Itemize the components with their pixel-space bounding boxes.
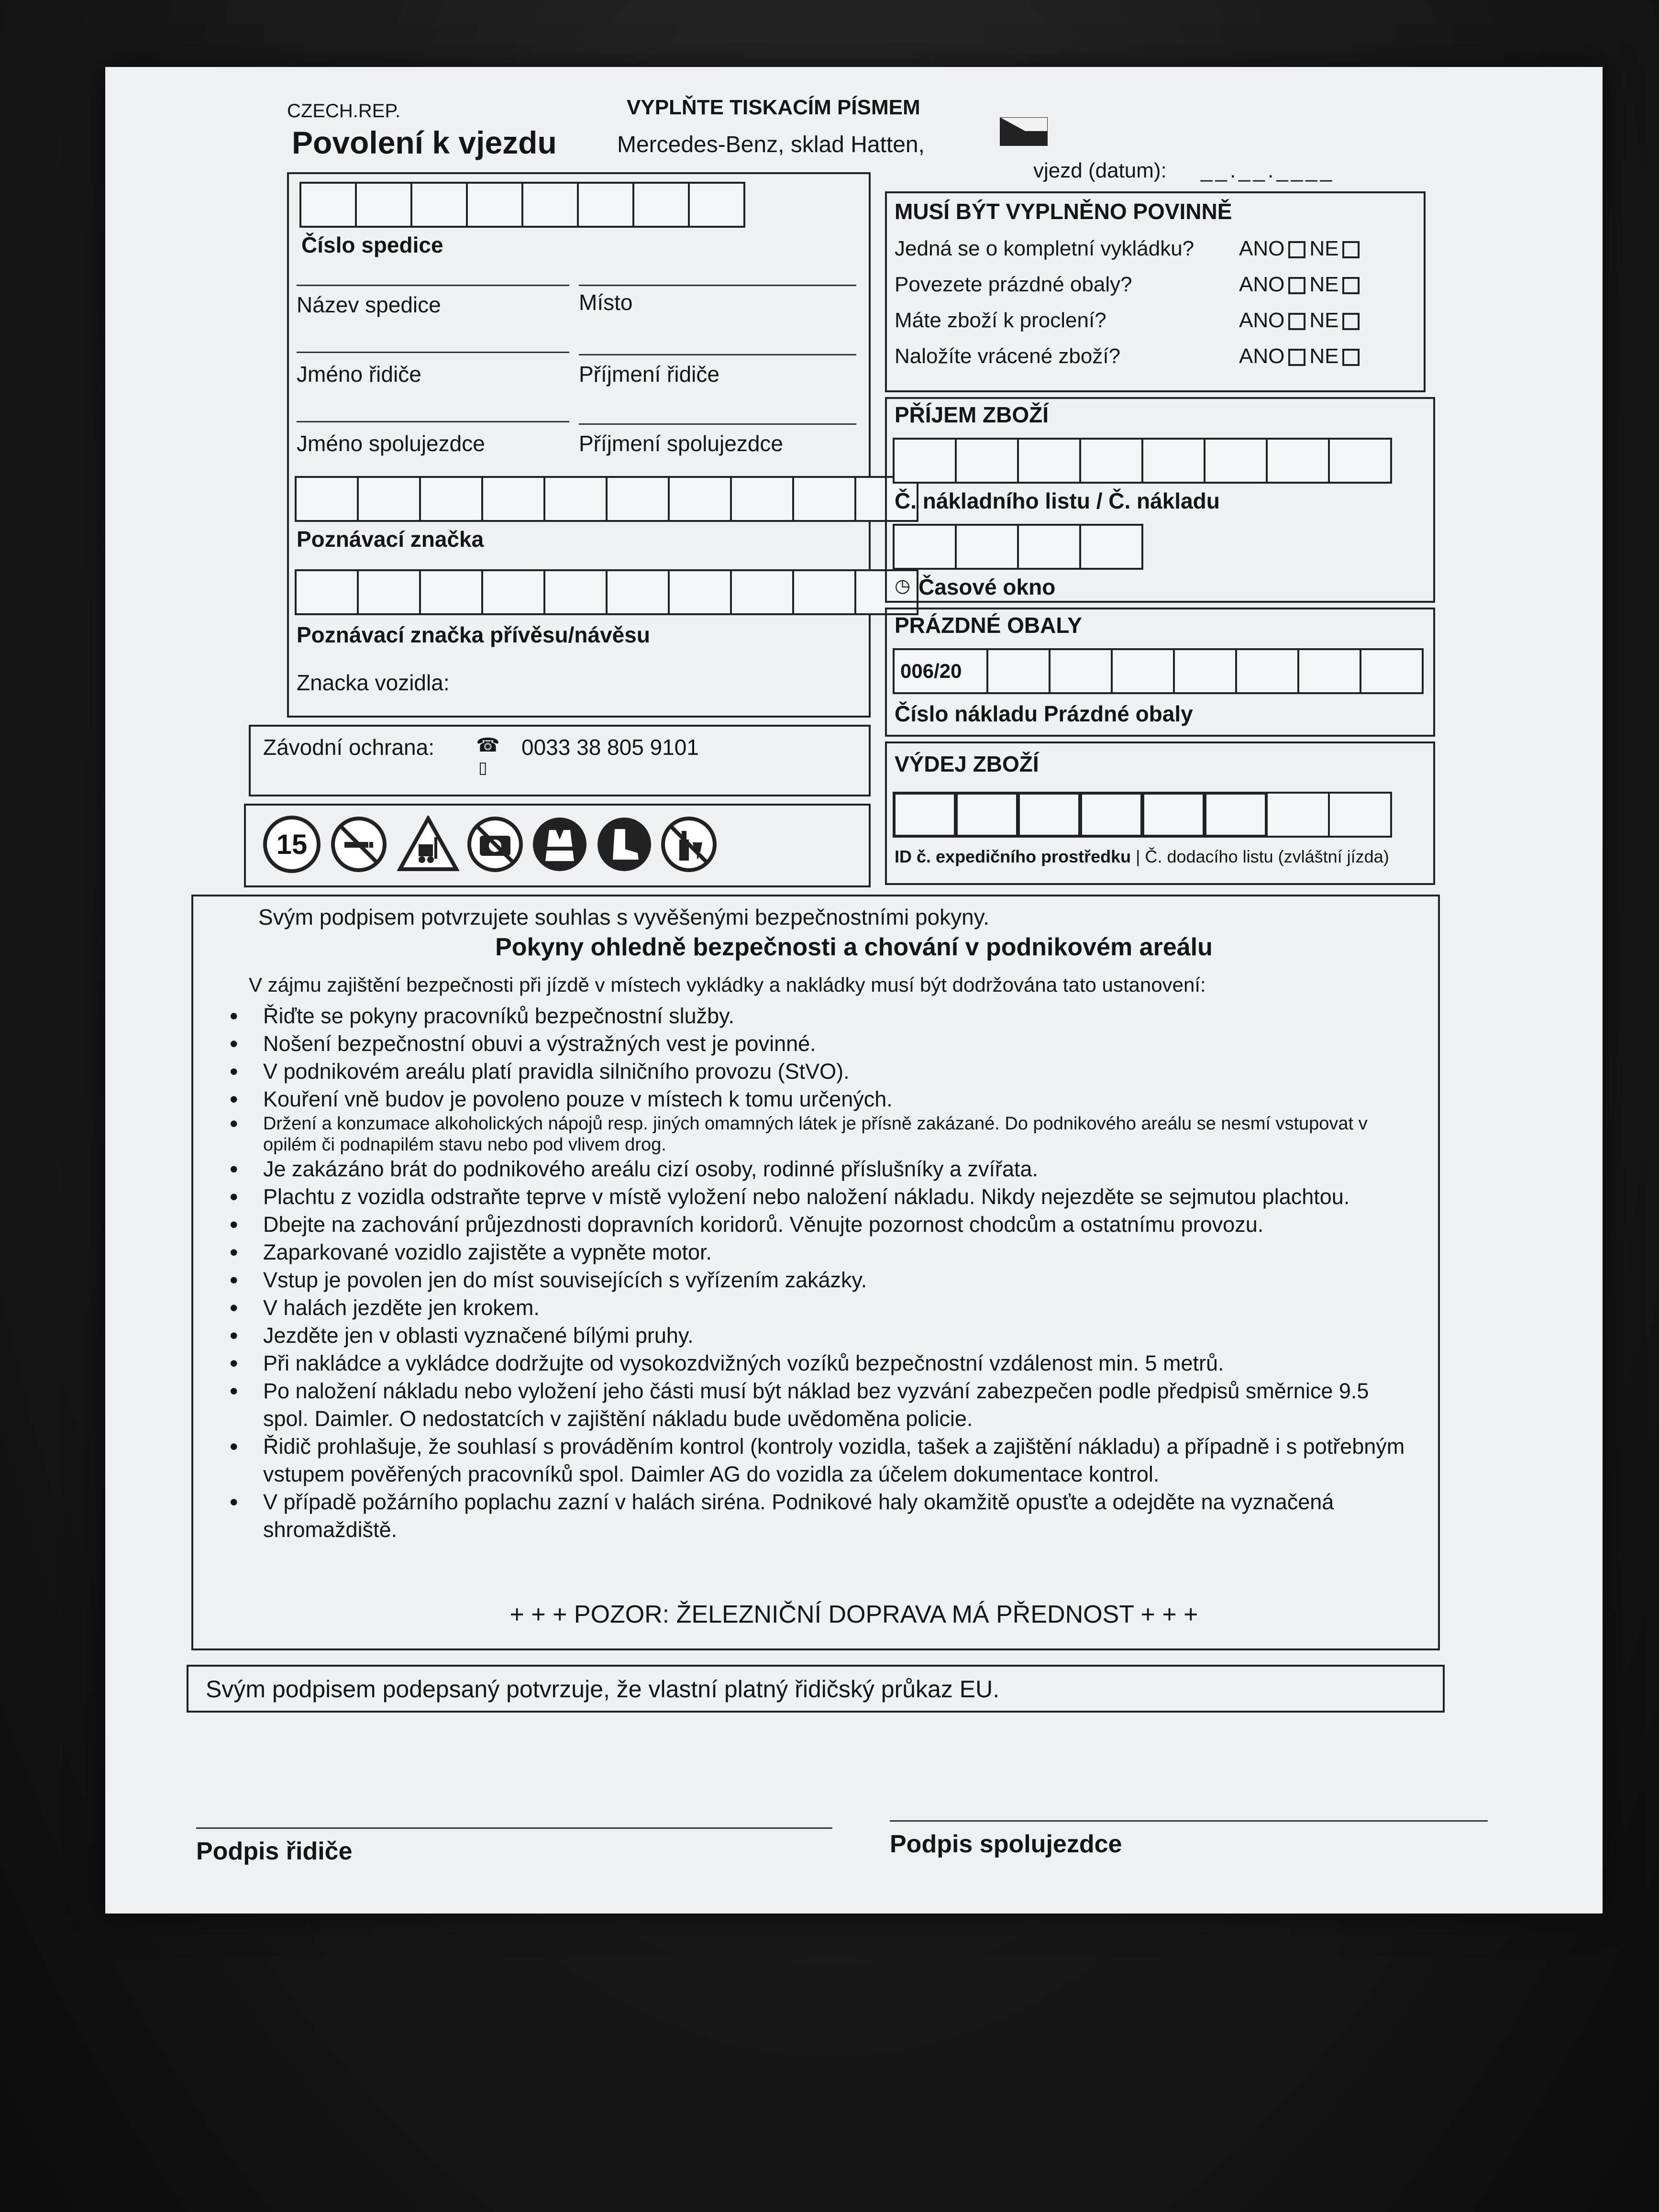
speed-limit-value: 15 <box>276 829 308 860</box>
dispatch-id-field[interactable] <box>895 792 1392 838</box>
question-text: Jedná se o kompletní vykládku? <box>895 237 1194 260</box>
rule-item: • Nošení bezpečnostní obuvi a výstražných vest je povinné. <box>220 1030 1416 1058</box>
yes-checkbox[interactable] <box>1288 349 1305 366</box>
empty-packaging-label: Číslo nákladu Prázdné obaly <box>895 701 1193 726</box>
codriver-signature-field[interactable] <box>890 1820 1488 1822</box>
mandatory-title: MUSÍ BÝT VYPLNĚNO POVINNĚ <box>895 199 1232 224</box>
rule-item: • Dbejte na zachování průjezdnosti dopravních koridorů. Věnujte pozornost chodcům a ostatnímu provozu. <box>220 1211 1416 1239</box>
question-row <box>895 237 1339 261</box>
driver-signature-label: Podpis řidiče <box>196 1837 353 1865</box>
rules-title: Pokyny ohledně bezpečnosti a chování v podnikovém areálu <box>495 933 1213 961</box>
codriver-last-name-field[interactable] <box>579 423 856 425</box>
yes-label: ANO <box>1239 273 1285 296</box>
no-label: NE <box>1309 273 1339 296</box>
safety-boots-icon <box>596 816 653 873</box>
license-plate-field[interactable] <box>297 476 918 522</box>
rule-item: • Držení a konzumace alkoholických nápojů resp. jiných omamných látek je přísně zakázané. Do podnikového areálu se nesmí vstupovat v opilém či podnapilém stavu nebo pod vlivem drog. <box>220 1113 1416 1155</box>
waybill-number-label: Č. nákladního listu / Č. nákladu <box>895 488 1220 513</box>
no-alcohol-icon <box>660 816 718 873</box>
time-window-label: Časové okno <box>918 575 1056 599</box>
rule-item: • Plachtu z vozidla odstraňte teprve v místě vyložení nebo naložení nákladu. Nikdy nejezděte se sejmutou plachtou. <box>220 1183 1416 1211</box>
rule-item: • Je zakázáno brát do podnikového areálu cizí osoby, rodinné příslušníky a zvířata. <box>220 1155 1416 1183</box>
rules-list <box>220 1002 1416 1544</box>
yes-label: ANO <box>1239 344 1285 368</box>
rule-item: • V podnikovém areálu platí pravidla silničního provozu (StVO). <box>220 1058 1416 1085</box>
shipper-name-field[interactable] <box>297 285 569 286</box>
question-text: Naložíte vrácené zboží? <box>895 344 1121 368</box>
rule-item: • Při nakládce a vykládce dodržujte od vysokozdvižných vozíků bezpečnostní vzdálenost min. 5 metrů. <box>220 1349 1416 1377</box>
no-checkbox[interactable] <box>1342 313 1360 330</box>
shipper-number-field[interactable] <box>301 182 745 228</box>
plant-security-label: Závodní ochrana: <box>263 735 435 760</box>
rule-item: • V případě požárního poplachu zazní v halách siréna. Podnikové haly okamžitě opusťte a odejděte na vyznačená shromaždiště. <box>220 1488 1416 1544</box>
no-checkbox[interactable] <box>1342 241 1360 258</box>
yes-checkbox[interactable] <box>1288 313 1305 330</box>
place-field[interactable] <box>579 285 856 286</box>
yes-checkbox[interactable] <box>1288 241 1305 258</box>
driver-first-name-field[interactable] <box>297 352 569 353</box>
driver-signature-field[interactable] <box>196 1827 832 1829</box>
codriver-first-name-label: Jméno spolujezdce <box>297 431 485 456</box>
rules-intro: V zájmu zajištění bezpečnosti při jízdě v místech vykládky a nakládky musí být dodržována tato ustanovení: <box>249 973 1206 996</box>
empty-packaging-prefill: 006/20 <box>893 648 988 694</box>
entry-date-field[interactable]: __.__.____ <box>1201 159 1335 182</box>
shipper-name-label: Název spedice <box>297 292 441 317</box>
dispatch-id-label <box>895 847 1389 867</box>
rule-item: • V halách jezděte jen krokem. <box>220 1294 1416 1322</box>
dispatch-id-label-bold: ID č. expedičního prostředku <box>895 847 1131 866</box>
goods-dispatch-title: VÝDEJ ZBOŽÍ <box>895 752 1039 776</box>
question-row <box>895 344 1339 368</box>
no-checkbox[interactable] <box>1342 349 1360 366</box>
no-label: NE <box>1309 309 1339 332</box>
no-label: NE <box>1309 344 1339 368</box>
dispatch-id-label-rest: | Č. dodacího listu (zvláštní jízda) <box>1131 847 1389 866</box>
goods-receipt-title: PŘÍJEM ZBOŽÍ <box>895 402 1049 427</box>
rule-item: • Po naložení nákladu nebo vyložení jeho části musí být náklad bez vyzvání zabezpečen podle předpisů směrnice 9.5 spol. Daimler. O nedostatcích v zajištění nákladu bude uvědoměna policie. <box>220 1377 1416 1433</box>
empty-packaging-title: PRÁZDNÉ OBALY <box>895 613 1082 638</box>
place-label: Místo <box>579 290 633 315</box>
mobile-icon: ▯ <box>478 759 487 777</box>
no-camera-icon <box>466 816 524 873</box>
trailer-plate-label: Poznávací značka přívěsu/návěsu <box>297 622 650 647</box>
country-label: CZECH.REP. <box>287 100 401 122</box>
form-title: Povolení k vjezdu <box>292 125 557 160</box>
trailer-plate-field[interactable] <box>297 569 918 615</box>
safety-vest-icon <box>531 816 588 873</box>
railway-warning: + + + POZOR: ŽELEZNIČNÍ DOPRAVA MÁ PŘEDNOST + + + <box>509 1601 1198 1628</box>
forklift-warning-icon <box>397 816 459 873</box>
shipper-number-label: Číslo spedice <box>301 232 443 257</box>
speed-limit-icon <box>263 816 321 873</box>
driver-first-name-label: Jméno řidiče <box>297 362 421 387</box>
yes-checkbox[interactable] <box>1288 277 1305 294</box>
vehicle-brand-label: Znacka vozidla: <box>297 670 450 695</box>
phone-icon: ☎ <box>476 735 500 756</box>
yes-label: ANO <box>1239 309 1285 332</box>
rule-item: • Jezděte jen v oblasti vyznačené bílými pruhy. <box>220 1322 1416 1349</box>
rule-item: • Řidič prohlašuje, že souhlasí s prováděním kontrol (kontroly vozidla, tašek a zajištění nákladu) a případně i s potřebným vstupem pověřených pracovníků spol. Daimler AG do vozidla za účelem dokumentace kontrol. <box>220 1433 1416 1488</box>
print-note: VYPLŇTE TISKACÍM PÍSMEM <box>627 96 920 119</box>
yes-label: ANO <box>1239 237 1285 260</box>
license-note: Svým podpisem podepsaný potvrzuje, že vlastní platný řidičský průkaz EU. <box>206 1676 1000 1703</box>
no-label: NE <box>1309 237 1339 260</box>
empty-packaging-number-field[interactable] <box>895 648 1424 694</box>
question-text: Povezete prázdné obaly? <box>895 273 1132 296</box>
consent-text: Svým podpisem potvrzujete souhlas s vyvěšenými bezpečnostními pokyny. <box>258 905 990 929</box>
codriver-signature-label: Podpis spolujezdce <box>890 1830 1122 1858</box>
rule-item: • Kouření vně budov je povoleno pouze v místech k tomu určených. <box>220 1085 1416 1113</box>
czech-flag-icon <box>1000 117 1048 146</box>
location-label: Mercedes-Benz, sklad Hatten, <box>617 132 925 157</box>
rule-item: • Řiďte se pokyny pracovníků bezpečnostní služby. <box>220 1002 1416 1030</box>
no-smoking-icon <box>330 816 387 873</box>
time-window-field[interactable] <box>895 524 1143 570</box>
entry-date-label: vjezd (datum): <box>1033 159 1167 182</box>
codriver-first-name-field[interactable] <box>297 421 569 422</box>
rule-item: • Zaparkované vozidlo zajistěte a vypněte motor. <box>220 1239 1416 1266</box>
clock-icon: ◷ <box>895 576 911 596</box>
driver-last-name-label: Příjmení řidiče <box>579 362 719 387</box>
question-text: Máte zboží k proclení? <box>895 309 1106 332</box>
codriver-last-name-label: Příjmení spolujezdce <box>579 431 783 456</box>
license-plate-label: Poznávací značka <box>297 527 484 552</box>
no-checkbox[interactable] <box>1342 277 1360 294</box>
rule-item: • Vstup je povolen jen do míst souvisejících s vyřízením zakázky. <box>220 1266 1416 1294</box>
entry-permit-form <box>105 67 1603 1913</box>
plant-security-phone: 0033 38 805 9101 <box>521 735 699 760</box>
question-row <box>895 309 1339 332</box>
waybill-number-field[interactable] <box>895 438 1392 484</box>
driver-last-name-field[interactable] <box>579 354 856 355</box>
question-row <box>895 273 1339 297</box>
